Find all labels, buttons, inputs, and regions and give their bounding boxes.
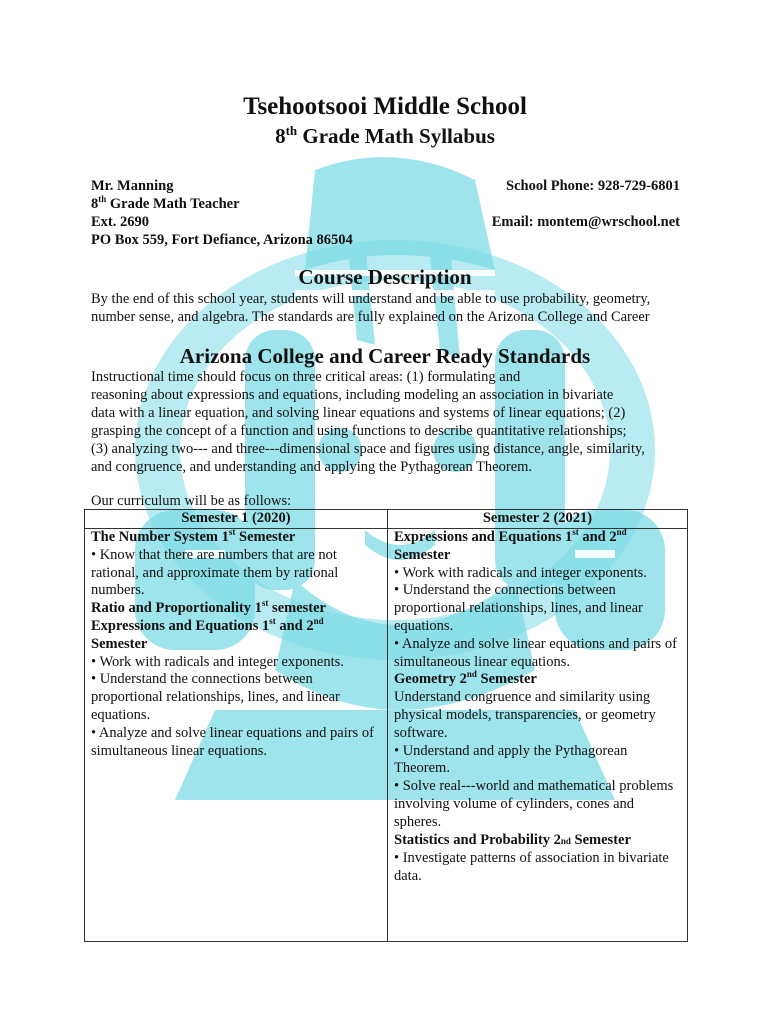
- teacher-email[interactable]: Email: montem@wrschool.net: [491, 214, 680, 230]
- course-description-text: By the end of this school year, students will understand and be able to use probability, geometry, number sense, and algebra. The standards are fully explained on the Arizona College and Career: [91, 291, 651, 325]
- semester2-bullet: • Work with radicals and integer exponents.: [394, 564, 647, 581]
- semester2-bullet: • Analyze and solve linear equations and pairs of simultaneous linear equations.: [394, 635, 677, 670]
- semester2-header: Semester 2 (2021): [388, 510, 688, 529]
- school-address: PO Box 559, Fort Defiance, Arizona 86504: [91, 232, 353, 248]
- semester2-cell: [388, 529, 688, 942]
- ratio-title: Ratio and Proportionality 1st semester: [91, 598, 326, 617]
- curriculum-table: [84, 509, 688, 942]
- school-contact-block: [492, 177, 680, 231]
- teacher-extension: Ext. 2690: [91, 214, 149, 230]
- semester1-bullet: • Analyze and solve linear equations and pairs of simultaneous linear equations.: [91, 724, 374, 759]
- semester1-header: Semester 1 (2020): [85, 510, 388, 529]
- geometry-title: Geometry 2nd Semester: [394, 669, 537, 688]
- semester2-bullet: • Understand the connections between proportional relationships, lines, and linear equations.: [394, 582, 643, 634]
- teacher-role: 8th Grade Math Teacher: [91, 194, 240, 212]
- geometry-bullet-cont: spheres.: [394, 813, 442, 830]
- geometry-text: Understand congruence and similarity using physical models, transparencies, or geometry software.: [394, 689, 656, 741]
- syllabus-title-text: Grade Math Syllabus: [297, 124, 495, 148]
- statistics-bullet: • Investigate patterns of association in bivariate data.: [394, 850, 669, 885]
- geometry-bullet: • Solve real---world and mathematical problems involving volume of cylinders, cones and: [394, 778, 674, 812]
- course-description-heading: Course Description: [298, 265, 472, 289]
- expressions-title-tail: Semester: [91, 635, 148, 652]
- standards-text: Instructional time should focus on three critical areas: (1) formulating and reasoning about expressions and equations, including modeling an association in bivariate data with a linear equation, and solving linear equations and systems of linear equations; (2) grasping the concept of a function and using functions to describe quantitative relationships; (3) analyzing two--- and three---dimensional space and figures using distance, angle, similarity, and congruence, and understanding and applying the Pythagorean Theorem.: [91, 369, 645, 475]
- grade-suffix: th: [285, 123, 298, 138]
- school-phone: School Phone: 928-729-6801: [506, 178, 680, 194]
- statistics-title: Statistics and Probability 2nd Semester: [394, 831, 631, 848]
- standards-heading: Arizona College and Career Ready Standards: [179, 344, 591, 368]
- semester1-cell: [85, 529, 388, 942]
- syllabus-title: [0, 124, 770, 149]
- semester1-bullet: • Work with radicals and integer exponents.: [91, 653, 344, 670]
- expressions-title: Expressions and Equations 1st and 2nd: [91, 616, 324, 634]
- curriculum-intro: Our curriculum will be as follows:: [91, 493, 292, 509]
- expressions-title-tail: Semester: [394, 546, 451, 563]
- geometry-bullet: • Understand and apply the Pythagorean Theorem.: [394, 742, 628, 777]
- grade-number: 8: [275, 124, 286, 148]
- teacher-name: Mr. Manning: [91, 178, 174, 194]
- expressions-title: Expressions and Equations 1st and 2nd: [394, 527, 627, 545]
- number-system-text: • Know that there are numbers that are not rational, and approximate them by rational numbers.: [91, 546, 339, 599]
- semester1-bullet: • Understand the connections between proportional relationships, lines, and linear equations.: [91, 671, 340, 723]
- school-name: Tsehootsooi Middle School: [243, 93, 527, 120]
- teacher-contact-block: [91, 177, 353, 249]
- number-system-title: The Number System 1st Semester: [91, 527, 296, 545]
